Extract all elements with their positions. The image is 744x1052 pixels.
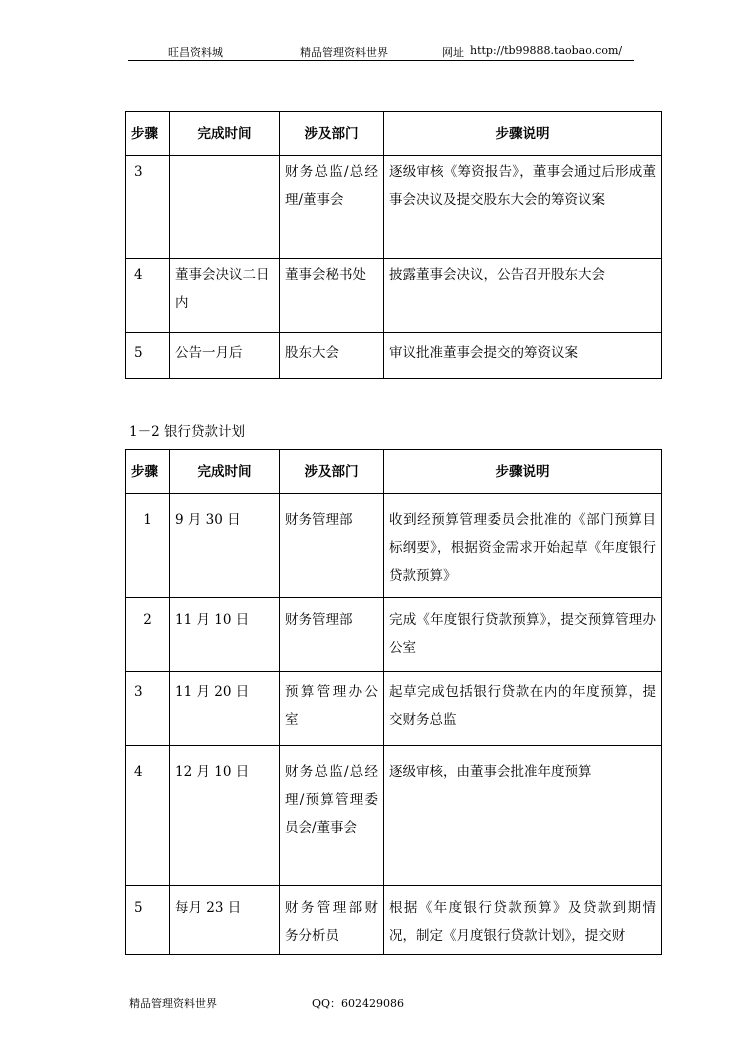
cell-time: 董事会决议二日内 (170, 259, 280, 333)
table-row (126, 156, 662, 259)
cell-time: 每月 23 日 (170, 886, 280, 955)
cell-dept: 财务总监/总经理/董事会 (280, 156, 384, 259)
cell-step: 2 (126, 598, 170, 672)
cell-desc: 逐级审核《筹资报告》，董事会通过后形成董事会决议及提交股东大会的筹资议案 (384, 156, 662, 259)
table-row (126, 494, 662, 598)
cell-desc: 根据《年度银行贷款预算》及贷款到期情况，制定《月度银行贷款计划》，提交财 (384, 886, 662, 955)
cell-step: 1 (126, 494, 170, 598)
cell-step: 3 (126, 156, 170, 259)
cell-dept: 董事会秘书处 (280, 259, 384, 333)
page-header (128, 44, 634, 61)
footer-left-text: 精品管理资料世界 (129, 997, 217, 1010)
header-time: 完成时间 (170, 450, 280, 494)
cell-step: 3 (126, 672, 170, 746)
cell-dept: 财务总监/总经理/预算管理委员会/董事会 (280, 746, 384, 886)
cell-dept: 财务管理部财务分析员 (280, 886, 384, 955)
cell-desc: 收到经预算管理委员会批准的《部门预算目标纲要》，根据资金需求开始起草《年度银行贷款预算》 (384, 494, 662, 598)
cell-step: 5 (126, 333, 170, 379)
header-step: 步骤 (126, 112, 170, 156)
header-left-text: 旺昌资料城 (168, 46, 223, 59)
cell-dept: 财务管理部 (280, 494, 384, 598)
cell-time: 12 月 10 日 (170, 746, 280, 886)
table-row (126, 259, 662, 333)
cell-step: 4 (126, 259, 170, 333)
table-row (126, 886, 662, 955)
cell-time: 11 月 10 日 (170, 598, 280, 672)
cell-desc: 逐级审核，由董事会批准年度预算 (384, 746, 662, 886)
header-dept: 涉及部门 (280, 450, 384, 494)
header-site-label: 网址 (442, 46, 464, 59)
cell-desc: 完成《年度银行贷款预算》，提交预算管理办公室 (384, 598, 662, 672)
header-desc: 步骤说明 (384, 450, 662, 494)
footer-qq: QQ：602429086 (312, 997, 405, 1010)
cell-time: 9 月 30 日 (170, 494, 280, 598)
header-url[interactable]: http://tb99888.taobao.com/ (470, 44, 623, 57)
cell-dept: 股东大会 (280, 333, 384, 379)
cell-step: 5 (126, 886, 170, 955)
cell-desc: 起草完成包括银行贷款在内的年度预算，提交财务总监 (384, 672, 662, 746)
table-header-row (126, 450, 662, 494)
header-middle-text: 精品管理资料世界 (300, 46, 388, 59)
table-row (126, 333, 662, 379)
table-row (126, 672, 662, 746)
header-dept: 涉及部门 (280, 112, 384, 156)
cell-dept: 预算管理办公室 (280, 672, 384, 746)
cell-desc: 披露董事会决议，公告召开股东大会 (384, 259, 662, 333)
cell-time: 11 月 20 日 (170, 672, 280, 746)
cell-desc: 审议批准董事会提交的筹资议案 (384, 333, 662, 379)
section-title: 1－2 银行贷款计划 (129, 424, 245, 440)
table-row (126, 746, 662, 886)
table-header-row (126, 112, 662, 156)
cell-dept: 财务管理部 (280, 598, 384, 672)
header-time: 完成时间 (170, 112, 280, 156)
header-desc: 步骤说明 (384, 112, 662, 156)
header-step: 步骤 (126, 450, 170, 494)
table-row (126, 598, 662, 672)
cell-time (170, 156, 280, 259)
bank-loan-table (125, 449, 662, 955)
cell-step: 4 (126, 746, 170, 886)
fundraising-table (125, 111, 662, 379)
cell-time: 公告一月后 (170, 333, 280, 379)
